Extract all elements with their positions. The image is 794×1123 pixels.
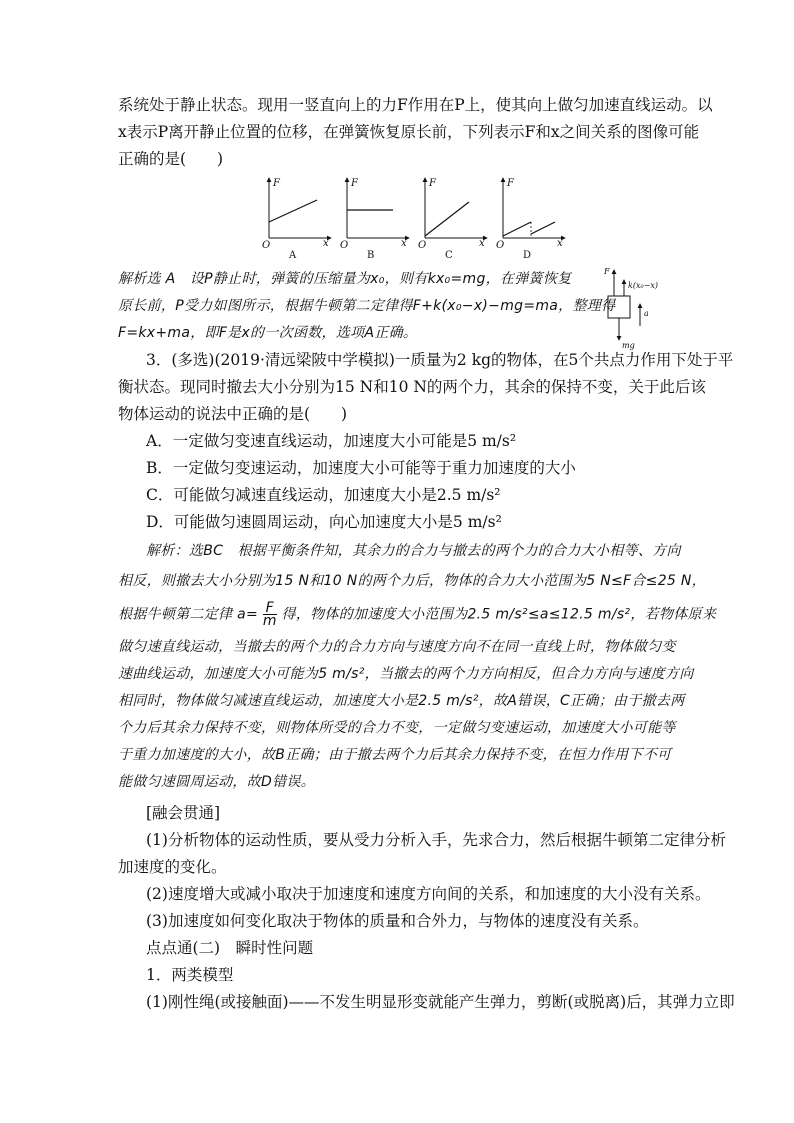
problem-text-line: x表示P离开静止位置的位移，在弹簧恢复原长前，下列表示F和x之间关系的图像可能 <box>118 123 700 141</box>
axis-y-label: F <box>507 178 514 189</box>
weight-label: mg <box>622 341 635 350</box>
axis-x-label: x <box>401 238 407 249</box>
explanation-line: 速曲线运动，加速度大小可能为5 m/s²，当撤去的两个力方向相反，但合力方向与速度方向 <box>118 666 694 682</box>
explanation-line: 解析：选BC 根据平衡条件知，其余力的合力与撤去的两个力的合力大小相等、方向 <box>146 543 681 559</box>
solution-line: F=kx+ma，即F是x的一次函数，选项A正确。 <box>118 325 418 341</box>
answer-option-graphs <box>255 176 575 260</box>
axis-y-label: F <box>273 178 280 189</box>
question-line: 3．(多选)(2019·清远梁陂中学模拟)一质量为2 kg的物体，在5个共点力作用下处于平 <box>146 351 734 369</box>
explanation-line <box>118 602 716 627</box>
graph-label: C <box>445 250 453 260</box>
axis-y-label: F <box>429 178 436 189</box>
graph-label: D <box>523 250 532 260</box>
section-heading: [融会贯通] <box>146 804 221 822</box>
fraction-numerator: F <box>263 602 277 615</box>
problem-text-line: 系统处于静止状态。现用一竖直向上的力F作用在P上，使其向上做匀加速直线运动。以 <box>118 96 713 114</box>
explanation-line: 相反，则撤去大小分别为15 N和10 N的两个力后，物体的合力大小范围为5 N≤F合≤25 N， <box>118 573 706 589</box>
summary-line: (3)加速度如何变化取决于物体的质量和合外力，与物体的速度没有关系。 <box>146 912 649 930</box>
solution-line: 原长前，P受力如图所示，根据牛顿第二定律得F+k(x₀−x)−mg=ma，整理得 <box>118 298 616 314</box>
option-b: B．一定做匀变速运动，加速度大小可能等于重力加速度的大小 <box>146 459 576 477</box>
question-line: 衡状态。现同时撤去大小分别为15 N和10 N的两个力，其余的保持不变，关于此后该 <box>118 378 706 396</box>
summary-line: 加速度的变化。 <box>118 858 227 876</box>
origin-label: O <box>262 240 271 251</box>
solution-line: 解析选 A 设P静止时，弹簧的压缩量为x₀，则有kx₀=mg，在弹簧恢复 <box>118 271 572 287</box>
fraction-denominator: m <box>262 613 277 629</box>
question-line: 物体运动的说法中正确的是( ) <box>118 405 348 423</box>
explanation-line: 能做匀速圆周运动，故D错误。 <box>118 774 315 790</box>
summary-line: (2)速度增大或减小取决于加速度和速度方向间的关系，和加速度的大小没有关系。 <box>146 885 711 903</box>
graph-label: B <box>367 250 375 260</box>
explanation-text: 得，物体的加速度大小范围为2.5 m/s²≤a≤12.5 m/s²，若物体原来 <box>281 606 717 623</box>
graph-label: A <box>289 250 297 260</box>
axis-y-label: F <box>351 178 358 189</box>
axis-x-label: x <box>557 238 563 249</box>
axis-x-label: x <box>323 238 329 249</box>
free-body-diagram <box>600 266 680 352</box>
subsection-heading: 1．两类模型 <box>146 966 234 984</box>
explanation-text: 根据牛顿第二定律 a= <box>118 606 259 623</box>
origin-label: O <box>496 240 505 251</box>
explanation-line: 相同时，物体做匀减速直线运动，加速度大小是2.5 m/s²，故A错误，C正确；由于撤去两 <box>118 693 685 709</box>
explanation-line: 个力后其余力保持不变，则物体所受的合力不变，一定做匀变速运动，加速度大小可能等 <box>118 720 676 736</box>
problem-text-line: 正确的是( ) <box>118 150 224 168</box>
origin-label: O <box>340 240 349 251</box>
option-a: A．一定做匀变速直线运动，加速度大小可能是5 m/s² <box>146 432 517 450</box>
option-d: D．可能做匀速圆周运动，向心加速度大小是5 m/s² <box>146 513 502 531</box>
explanation-line: 做匀速直线运动，当撤去的两个力的合力方向与速度方向不在同一直线上时，物体做匀变 <box>118 639 676 655</box>
spring-force-label: k(x₀−x) <box>628 281 659 290</box>
body-line: (1)刚性绳(或接触面)——不发生明显形变就能产生弹力，剪断(或脱离)后，其弹力立即 <box>146 993 735 1011</box>
fraction <box>263 602 277 627</box>
origin-label: O <box>418 240 427 251</box>
section-heading: 点点通(二) 瞬时性问题 <box>146 939 314 957</box>
force-f-label: F <box>604 267 610 276</box>
acceleration-label: a <box>644 309 649 318</box>
explanation-line: 于重力加速度的大小，故B正确；由于撤去两个力后其余力保持不变，在恒力作用下不可 <box>118 747 672 763</box>
summary-line: (1)分析物体的运动性质，要从受力分析入手，先求合力，然后根据牛顿第二定律分析 <box>146 831 726 849</box>
axis-x-label: x <box>479 238 485 249</box>
option-c: C．可能做匀减速直线运动，加速度大小是2.5 m/s² <box>146 486 501 504</box>
